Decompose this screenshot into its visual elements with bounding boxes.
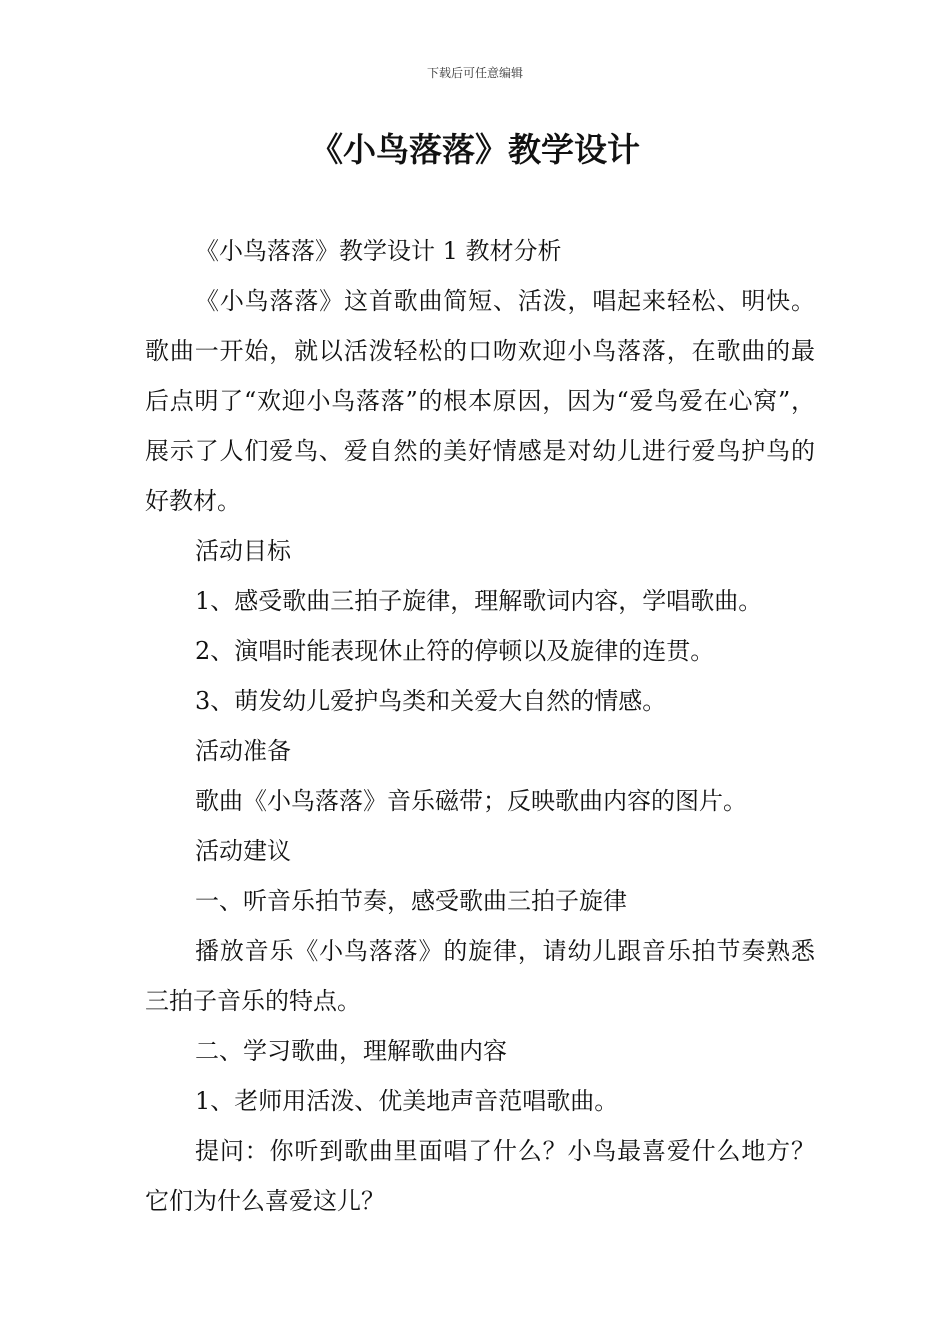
paragraph-step-1: 播放音乐《小鸟落落》的旋律，请幼儿跟音乐拍节奏熟悉三拍子音乐的特点。 [145, 937, 815, 1015]
paragraph-step-2-item-1: 1、老师用活泼、优美地声音范唱歌曲。 [195, 1087, 619, 1115]
paragraph-section-heading: 《小鸟落落》教学设计 1 教材分析 [195, 237, 562, 265]
document-title: 《小鸟落落》教学设计 [310, 130, 640, 169]
paragraph-preparation: 歌曲《小鸟落落》音乐磁带；反映歌曲内容的图片。 [195, 787, 747, 815]
paragraph-preparation-heading: 活动准备 [195, 737, 291, 765]
paragraph-suggestions-heading: 活动建议 [195, 837, 291, 865]
paragraph-goal-3: 3、萌发幼儿爱护鸟类和关爱大自然的情感。 [195, 687, 667, 715]
paragraph-goal-2: 2、演唱时能表现休止符的停顿以及旋律的连贯。 [195, 637, 715, 665]
header-note: 下载后可任意编辑 [426, 66, 523, 80]
document-body [145, 226, 815, 1226]
paragraph-goal-1: 1、感受歌曲三拍子旋律，理解歌词内容，学唱歌曲。 [195, 587, 763, 615]
paragraph-step-2-heading: 二、学习歌曲，理解歌曲内容 [195, 1037, 507, 1065]
paragraph-question: 提问：你听到歌曲里面唱了什么？小鸟最喜爱什么地方？它们为什么喜爱这儿？ [145, 1137, 815, 1215]
paragraph-analysis: 《小鸟落落》这首歌曲简短、活泼，唱起来轻松、明快。歌曲一开始，就以活泼轻松的口吻欢迎小鸟落落，在歌曲的最后点明了“欢迎小鸟落落”的根本原因，因为“爱鸟爱在心窝”，展示了人们爱鸟、爱自然的美好情感是对幼儿进行爱鸟护鸟的好教材。 [145, 287, 815, 515]
paragraph-goals-heading: 活动目标 [195, 537, 291, 565]
paragraph-step-1-heading: 一、听音乐拍节奏，感受歌曲三拍子旋律 [195, 887, 627, 915]
